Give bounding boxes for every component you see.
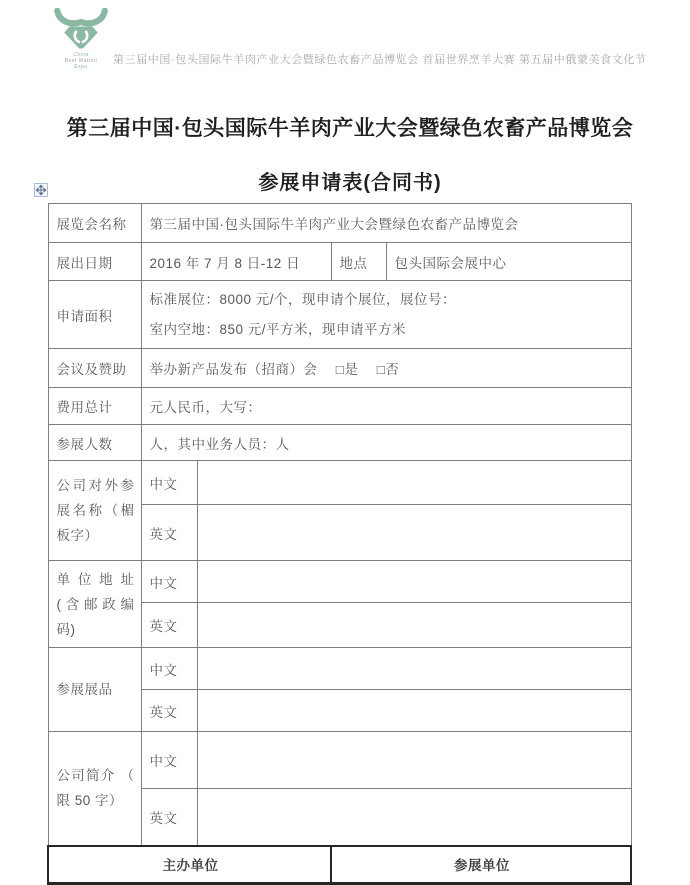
address-en-label: 英文 (141, 603, 197, 648)
profile-zh-label: 中文 (141, 732, 197, 789)
table-row (48, 243, 631, 281)
dates-label: 展出日期 (48, 243, 141, 281)
company-name-label: 公司对外参展名称（楣板字） (48, 461, 141, 561)
profile-en-input-cell[interactable] (197, 789, 631, 846)
company-name-zh-input-cell[interactable] (197, 461, 631, 505)
address-zh-input-cell[interactable] (197, 561, 631, 603)
venue-value[interactable]: 包头国际会展中心 (386, 243, 631, 281)
venue-label: 地点 (331, 243, 386, 281)
conference-text: 举办新产品发布（招商）会 (149, 362, 318, 377)
table-move-handle[interactable] (34, 183, 48, 197)
logo-text-line3: Expo (74, 64, 88, 70)
area-value[interactable] (141, 281, 631, 349)
table-row (48, 281, 631, 349)
table-row (48, 846, 631, 884)
exhibits-zh-label: 中文 (141, 648, 197, 690)
table-row (48, 732, 631, 789)
table-row (48, 204, 631, 243)
header-tagline: 第三届中国·包头国际牛羊肉产业大会暨绿色农畜产品博览会 首届世界烹羊大赛 第五届中俄蒙美食文化节 (113, 54, 647, 66)
exhibits-label: 参展展品 (48, 648, 141, 732)
address-zh-label: 中文 (141, 561, 197, 603)
profile-label: 公司简介 （ 限 50 字） (48, 732, 141, 846)
area-line1: 标准展位：8000 元/个，现申请个展位，展位号： (149, 291, 457, 307)
table-row (48, 388, 631, 425)
page-title: 第三届中国·包头国际牛羊肉产业大会暨绿色农畜产品博览会 (66, 117, 634, 140)
total-cost-value[interactable]: 元人民币，大写： (141, 388, 631, 425)
move-arrows-icon (36, 185, 46, 195)
table-row (48, 648, 631, 690)
profile-en-label: 英文 (141, 789, 197, 846)
profile-zh-input-cell[interactable] (197, 732, 631, 789)
address-label: 单位地址 (含邮政编码) (48, 561, 141, 648)
organizer-header: 主办单位 (48, 846, 331, 884)
table-row (48, 349, 631, 388)
bull-head-icon (52, 8, 110, 52)
area-label: 申请面积 (48, 281, 141, 349)
address-en-input-cell[interactable] (197, 603, 631, 648)
exhibits-en-label: 英文 (141, 690, 197, 732)
attendees-label: 参展人数 (48, 425, 141, 461)
total-cost-label: 费用总计 (48, 388, 141, 425)
company-name-en-input-cell[interactable] (197, 505, 631, 561)
logo-text-line1: China (73, 52, 89, 58)
attendees-value[interactable]: 人，其中业务人员：人 (141, 425, 631, 461)
expo-logo (46, 8, 116, 70)
table-row (48, 425, 631, 461)
exhibition-name-label: 展览会名称 (48, 204, 141, 243)
exhibition-name-value[interactable]: 第三届中国·包头国际牛羊肉产业大会暨绿色农畜产品博览会 (141, 204, 631, 243)
company-name-en-label: 英文 (141, 505, 197, 561)
page-subtitle: 参展申请表(合同书) (258, 172, 442, 194)
table-row (48, 461, 631, 505)
dates-value[interactable]: 2016 年 7 月 8 日-12 日 (141, 243, 331, 281)
exhibits-en-input-cell[interactable] (197, 690, 631, 732)
checkbox-no[interactable]: □否 (376, 362, 400, 377)
conference-value (141, 349, 631, 388)
application-form-table (47, 203, 632, 885)
checkbox-yes[interactable]: □是 (335, 362, 359, 377)
area-line2: 室内空地：850 元/平方米，现申请平方米 (149, 321, 407, 337)
company-name-zh-label: 中文 (141, 461, 197, 505)
exhibits-zh-input-cell[interactable] (197, 648, 631, 690)
table-row (48, 561, 631, 603)
logo-text-line2: Beef Mutton (64, 58, 98, 64)
exhibitor-header: 参展单位 (331, 846, 631, 884)
conference-label: 会议及赞助 (48, 349, 141, 388)
